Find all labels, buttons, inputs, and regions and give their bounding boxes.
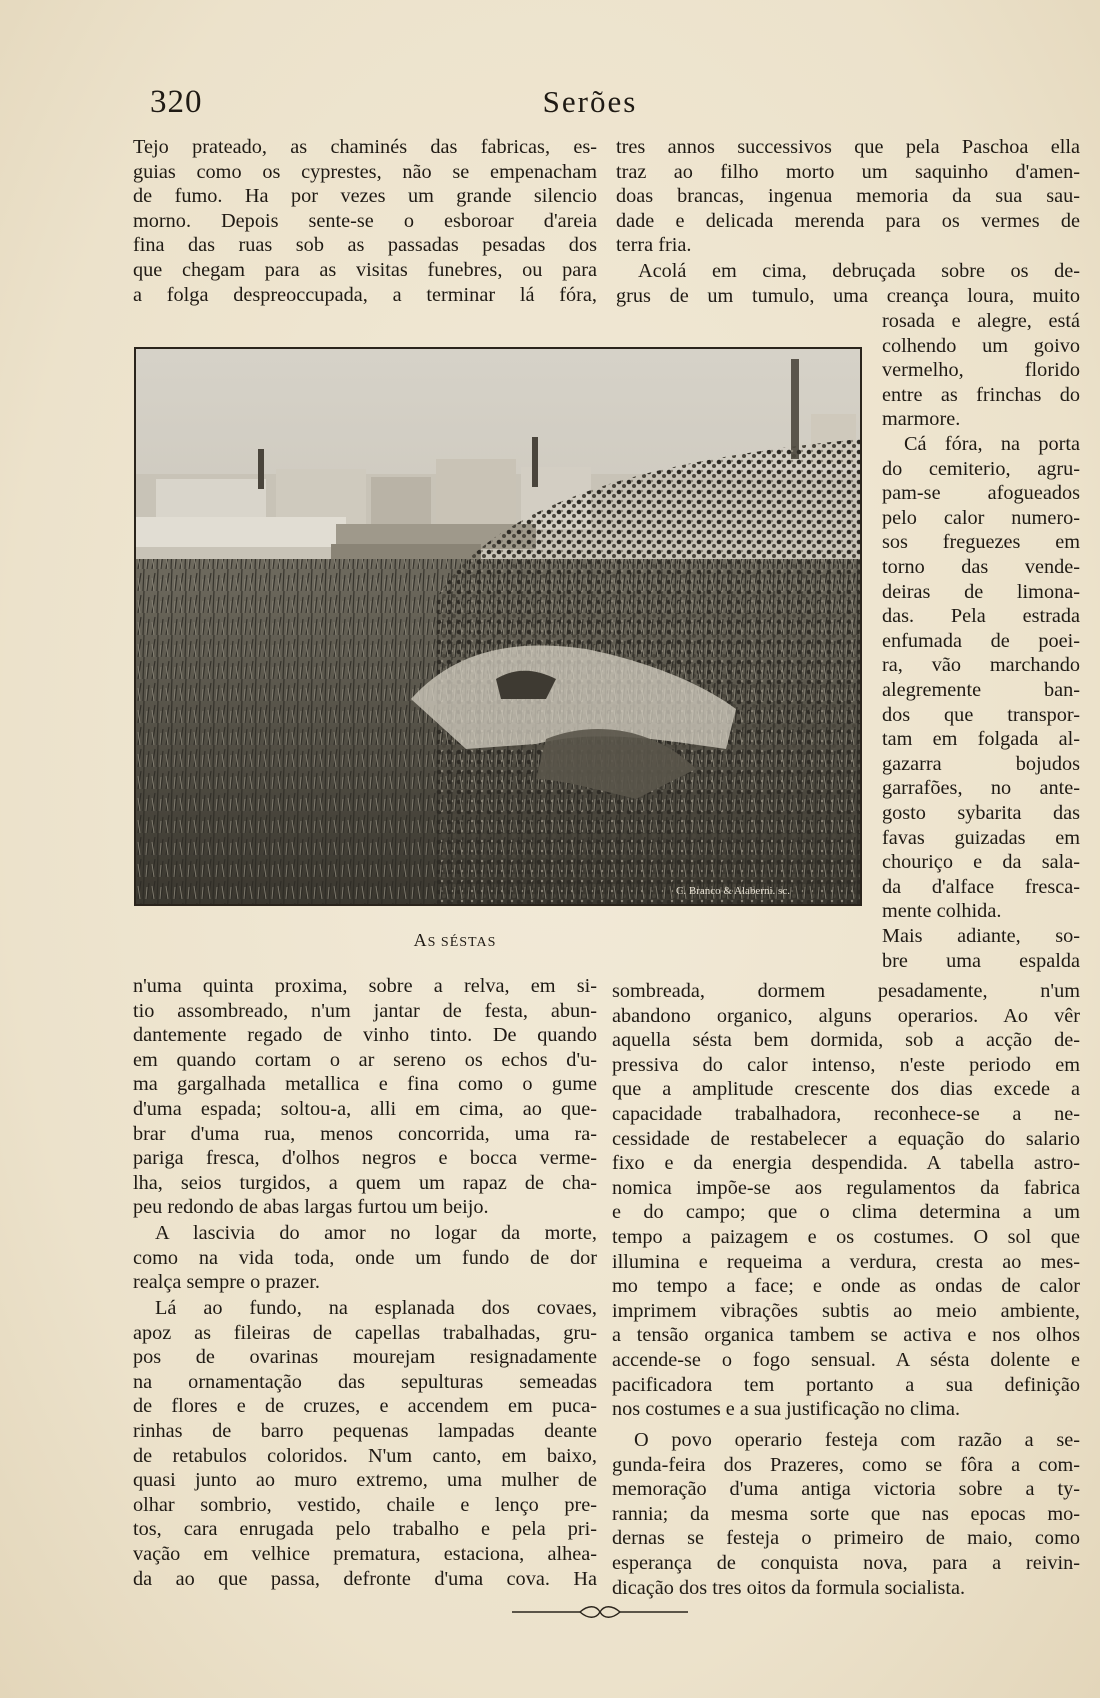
text-line: ma gargalhada metallica e fina como o gume	[133, 1073, 597, 1096]
text-line: colhendo um goivo	[882, 334, 1080, 357]
text-line: dantemente regado de vinho tinto. De quando	[133, 1024, 597, 1047]
text-line: terra fria.	[616, 234, 692, 257]
text-line: A lascivia do amor no logar da morte,	[155, 1222, 597, 1244]
text-line: de flores e de cruzes, e accendem em puca-	[133, 1395, 597, 1418]
text-line: que chegam para as visitas funebres, ou para	[133, 258, 597, 281]
text-line: lha, seios turgidos, a quem um rapaz de cha-	[133, 1171, 597, 1194]
text-line: tres annos successivos que pela Paschoa ella	[616, 136, 1080, 158]
text-line: a tensão organica tambem se activa e nos olhos	[612, 1324, 1080, 1347]
text-line: pariga fresca, d'olhos negros e bocca verme-	[133, 1147, 597, 1170]
text-line: da ao que passa, defronte d'uma cova. Ha	[133, 1567, 597, 1590]
text-line: das. Pela estrada	[882, 605, 1080, 628]
text-line: pacificadora tem portanto a sua definição	[612, 1373, 1080, 1396]
text-line: na ornamentação das sepulturas semeadas	[133, 1370, 597, 1393]
text-line: ra, vão marchando	[882, 654, 1080, 677]
text-line: rosada e alegre, está	[882, 310, 1080, 332]
text-line: deiras de limona-	[882, 580, 1080, 603]
text-line: sos freguezes em	[882, 531, 1080, 554]
text-line: Mais adiante, so-	[882, 925, 1080, 947]
text-line: olhar sombrio, vestido, chaile e lenço pre-	[133, 1493, 597, 1516]
text-line: vação em velhice prematura, estaciona, alhea-	[133, 1542, 597, 1565]
text-line: e do campo; que o clima determina a um	[612, 1201, 1080, 1224]
text-line: doas brancas, ingenua memoria da sua sau-	[616, 185, 1080, 208]
text-line: tam em folgada al-	[882, 728, 1080, 751]
paragraph-left-bottom-3	[133, 1296, 597, 1591]
text-line: fixo e da energia despendida. A tabella astro-	[612, 1152, 1080, 1175]
text-line: em quando cortam o ar sereno os echos d'u-	[133, 1048, 597, 1071]
text-line: de retabulos coloridos. N'um canto, em baixo,	[133, 1444, 597, 1467]
text-line: bre uma espalda	[882, 949, 1080, 972]
text-line: pam-se afogueados	[882, 482, 1080, 505]
text-line: dernas se festeja o primeiro de maio, como	[612, 1527, 1080, 1550]
text-line: Tejo prateado, as chaminés das fabricas, es-	[133, 136, 597, 158]
text-line: d'uma espada; soltou-a, alli em cima, ao que-	[133, 1097, 597, 1120]
text-line: abandono organico, alguns operarios. Ao vêr	[612, 1004, 1080, 1027]
text-line: torno das vende-	[882, 555, 1080, 578]
text-line: a folga despreoccupada, a terminar lá fóra,	[133, 283, 597, 306]
text-line: brar d'uma rua, menos concorrida, uma ra-	[133, 1122, 597, 1145]
text-line: capacidade trabalhadora, reconhece-se a ne-	[612, 1102, 1080, 1125]
text-line: rinhas de barro pequenas lampadas deante	[133, 1419, 597, 1442]
text-line: mente colhida.	[882, 900, 1002, 923]
paragraph-left-bottom-1	[133, 974, 597, 1220]
text-line: guias como os cyprestes, não se empenacham	[133, 160, 597, 183]
text-line: quasi junto ao muro extremo, uma mulher de	[133, 1469, 597, 1492]
text-line: mo tempo a face; e onde as ondas de calor	[612, 1275, 1080, 1298]
text-line: dade e delicada merenda para os vermes de	[616, 209, 1080, 232]
text-line: entre as frinchas do	[882, 383, 1080, 406]
page-header	[150, 84, 950, 124]
running-title: Serões	[542, 84, 638, 119]
text-line: fina das ruas sob as passadas pesadas dos	[133, 234, 597, 257]
text-line: n'uma quinta proxima, sobre a relva, em si-	[133, 975, 597, 997]
paragraph-right-top-2	[616, 259, 1080, 308]
paragraph-right-bottom-1	[612, 979, 1080, 1422]
text-line: gazarra bojudos	[882, 752, 1080, 775]
text-line: Lá ao fundo, na esplanada dos covaes,	[155, 1297, 597, 1319]
text-line: gosto sybarita das	[882, 801, 1080, 824]
text-line: traz ao filho morto um saquinho d'amen-	[616, 160, 1080, 183]
text-line: esperança de conquista nova, para a reivin-	[612, 1551, 1080, 1574]
paragraph-right-top-1	[616, 135, 1080, 258]
text-line: Acolá em cima, debruçada sobre os de-	[638, 260, 1080, 282]
caption-rest: S SÉSTAS	[427, 935, 497, 950]
text-line: gunda-feira dos Prazeres, como se fôra a com-	[612, 1453, 1080, 1476]
text-line: de fumo. Ha por vezes um grande silencio	[133, 185, 597, 208]
text-line: realça sempre o prazer.	[133, 1271, 320, 1294]
paragraph-left-top	[133, 135, 597, 307]
text-line: apoz as fileiras de capellas trabalhadas, gru-	[133, 1321, 597, 1344]
text-line: dos que transpor-	[882, 703, 1080, 726]
text-line: pelo calor numero-	[882, 506, 1080, 529]
text-line: garrafões, no ante-	[882, 777, 1080, 800]
text-line: nos costumes e a sua justificação no clima.	[612, 1398, 961, 1421]
engraver-signature: C. Branco & Alaberni. sc.	[676, 885, 790, 897]
figure-caption	[330, 930, 580, 951]
text-line: vermelho, florido	[882, 359, 1080, 382]
ornament-rule	[510, 1603, 690, 1621]
text-line: O povo operario festeja com razão a se-	[634, 1429, 1080, 1451]
text-line: chouriço e da sala-	[882, 851, 1080, 874]
paragraph-right-bottom-2	[612, 1428, 1080, 1600]
text-line: pressiva do calor intenso, n'este periodo em	[612, 1053, 1080, 1076]
text-line: Cá fóra, na porta	[904, 433, 1080, 455]
paragraph-left-bottom-2	[133, 1221, 597, 1295]
text-line: como na vida toda, onde um fundo de dor	[133, 1246, 597, 1269]
text-line: grus de um tumulo, uma creança loura, muito	[616, 284, 1080, 307]
text-line: marmore.	[882, 408, 961, 431]
paragraph-right-narrow-2	[882, 432, 1080, 924]
paragraph-right-narrow-3	[882, 924, 1080, 973]
text-line: tio assombreado, n'um jantar de festa, abun-	[133, 999, 597, 1022]
text-line: rannia; da mesma sorte que nas epocas mo-	[612, 1502, 1080, 1525]
text-line: alegremente ban-	[882, 678, 1080, 701]
text-line: que a amplitude crescente dos dias excede a	[612, 1078, 1080, 1101]
text-line: do cemiterio, agru-	[882, 457, 1080, 480]
text-line: peu redondo de abas largas furtou um beijo.	[133, 1196, 489, 1219]
text-line: memoração d'uma antiga victoria sobre a ty-	[612, 1478, 1080, 1501]
text-line: tempo a paizagem e os costumes. O sol que	[612, 1225, 1080, 1248]
text-line: enfumada de poei-	[882, 629, 1080, 652]
paragraph-right-narrow-1	[882, 309, 1080, 432]
text-line: morno. Depois sente-se o esboroar d'areia	[133, 209, 597, 232]
text-line: illumina e requeima a verdura, cresta ao mes-	[612, 1250, 1080, 1273]
text-line: favas guizadas em	[882, 826, 1080, 849]
text-line: dicação dos tres oitos da formula socialista.	[612, 1576, 966, 1599]
text-line: da d'alface fresca-	[882, 875, 1080, 898]
text-line: nomica impõe-se aos regulamentos da fabrica	[612, 1176, 1080, 1199]
caption-initial: A	[413, 930, 428, 950]
text-line: pos de ovarinas mourejam resignadamente	[133, 1346, 597, 1369]
text-line: tos, cara enrugada pelo trabalho e pela pri-	[133, 1518, 597, 1541]
text-line: sombreada, dormem pesadamente, n'um	[612, 980, 1080, 1002]
text-line: aquella sésta bem dormida, sob a acção de-	[612, 1029, 1080, 1052]
text-line: accende-se o fogo sensual. A sésta dolente e	[612, 1348, 1080, 1371]
text-line: cessidade de restabelecer a equação do salario	[612, 1127, 1080, 1150]
illustration-photo	[134, 347, 862, 906]
page-number: 320	[150, 84, 203, 120]
text-line: imprimem vibrações subtis ao meio ambiente,	[612, 1299, 1080, 1322]
